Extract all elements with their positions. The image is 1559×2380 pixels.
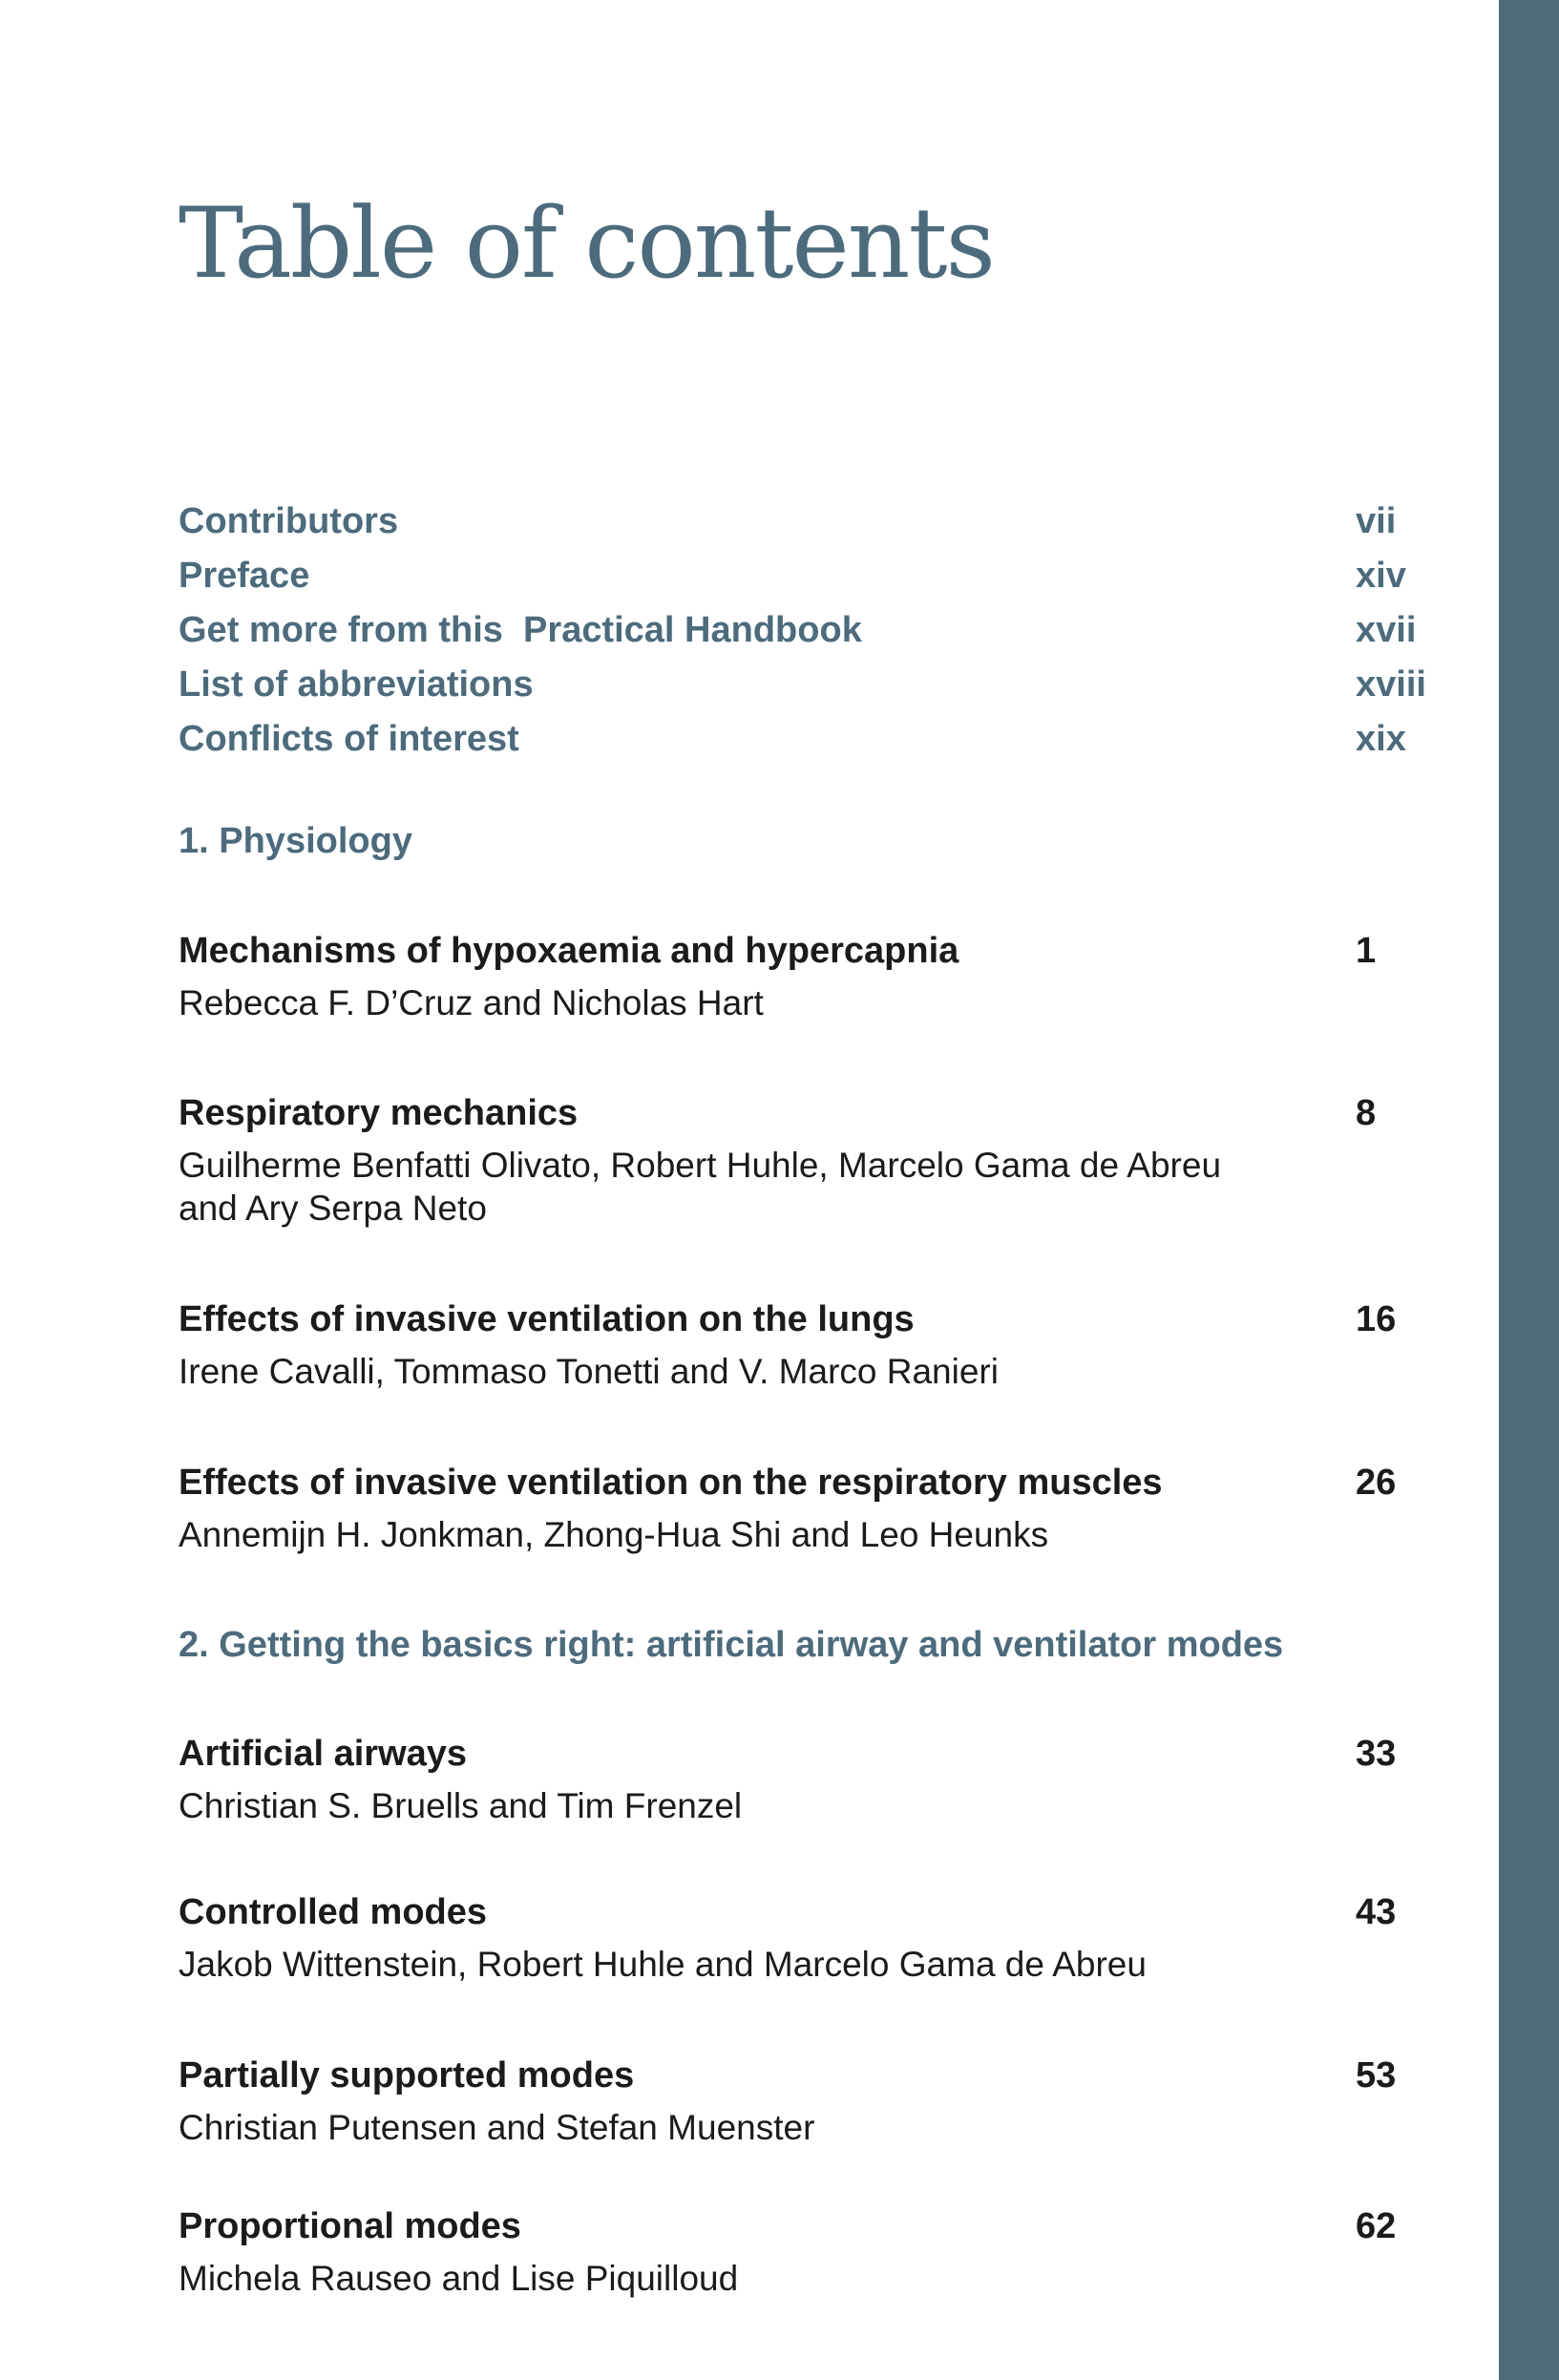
entry-page-number: 53 (1356, 2055, 1397, 2096)
entry-authors: Christian S. Bruells and Tim Frenzel (179, 1786, 743, 1825)
toc-entry[interactable] (179, 931, 1429, 1024)
entry-page-number: 26 (1356, 1463, 1397, 1503)
entry-page-number: 8 (1356, 1093, 1377, 1133)
toc-front-item-get-more[interactable] (179, 603, 1429, 658)
entry-authors: Rebecca F. D’Cruz and Nicholas Hart (179, 983, 764, 1022)
entry-authors: Annemijn H. Jonkman, Zhong-Hua Shi and Leo Heunks (179, 1515, 1049, 1554)
entry-title: Effects of invasive ventilation on the respiratory muscles (179, 1463, 1163, 1503)
front-matter-list (179, 495, 1429, 767)
entry-title: Effects of invasive ventilation on the lungs (179, 1299, 915, 1339)
toc-front-label: Preface (179, 556, 310, 596)
toc-entry[interactable] (179, 1463, 1429, 1556)
entry-authors: Guilherme Benfatti Olivato, Robert Huhle, Marcelo Gama de Abreu and Ary Serpa Neto (179, 1146, 1222, 1228)
entry-page-number: 43 (1356, 1892, 1397, 1932)
entry-authors: Irene Cavalli, Tommaso Tonetti and V. Marco Ranieri (179, 1352, 999, 1391)
toc-front-item-contributors[interactable] (179, 495, 1429, 549)
entry-page-number: 33 (1356, 1734, 1397, 1774)
toc-front-item-preface[interactable] (179, 549, 1429, 603)
side-color-bar (1499, 0, 1559, 2380)
toc-entry[interactable] (179, 1299, 1429, 1393)
entry-title: Artificial airways (179, 1734, 468, 1774)
toc-front-label: Contributors (179, 501, 399, 541)
entry-title: Controlled modes (179, 1892, 488, 1932)
toc-front-page: vii (1356, 501, 1397, 541)
toc-entry[interactable] (179, 1892, 1429, 1986)
entry-authors: Michela Rauseo and Lise Piquilloud (179, 2259, 739, 2298)
entry-page-number: 1 (1356, 931, 1377, 971)
entry-page-number: 16 (1356, 1299, 1397, 1339)
entry-page-number: 62 (1356, 2206, 1397, 2246)
toc-front-label: Conflicts of interest (179, 719, 519, 759)
toc-entry[interactable] (179, 1093, 1429, 1230)
toc-front-label: Get more from this Practical Handbook (179, 610, 862, 650)
toc-front-item-conflicts[interactable] (179, 712, 1429, 767)
toc-front-page: xviii (1356, 664, 1426, 705)
toc-front-label: List of abbreviations (179, 664, 534, 705)
toc-entry[interactable] (179, 1734, 1429, 1827)
entry-title: Mechanisms of hypoxaemia and hypercapnia (179, 931, 959, 971)
section-heading-physiology: 1. Physiology (179, 821, 412, 861)
toc-entry[interactable] (179, 2055, 1429, 2149)
page-title: Table of contents (179, 187, 994, 301)
toc-front-page: xiv (1356, 556, 1406, 596)
entry-title: Respiratory mechanics (179, 1093, 579, 1133)
entry-title: Proportional modes (179, 2206, 521, 2246)
entry-authors: Jakob Wittenstein, Robert Huhle and Marcelo Gama de Abreu (179, 1945, 1147, 1984)
entry-title: Partially supported modes (179, 2055, 635, 2096)
toc-front-page: xvii (1356, 610, 1417, 650)
entry-authors: Christian Putensen and Stefan Muenster (179, 2108, 815, 2147)
toc-entry[interactable] (179, 2206, 1429, 2300)
toc-front-page: xix (1356, 719, 1406, 759)
section-heading-basics: 2. Getting the basics right: artificial airway and ventilator modes (179, 1625, 1284, 1665)
toc-front-item-abbreviations[interactable] (179, 658, 1429, 712)
